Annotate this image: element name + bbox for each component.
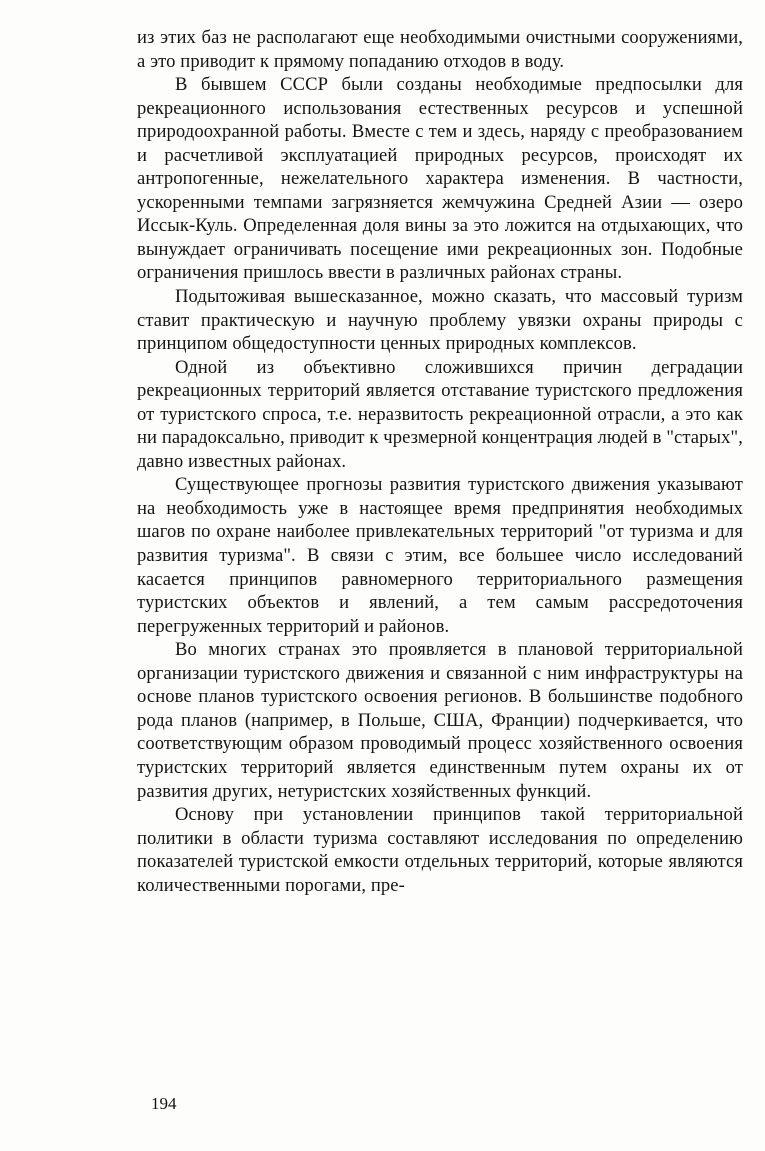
paragraph-7: Основу при установлении принципов такой территориальной политики в области туризма составляют исследования по определению показателей туристской емкости отдельных территорий, которые являются количественными порогами, пре- [137, 804, 743, 896]
page-number: 194 [151, 1094, 177, 1113]
paragraph-4: Одной из объективно сложившихся причин деградации рекреационных территорий является отставание туристского предложения от туристского спроса, т.е. неразвитость рекреационной отрасли, а это как ни парадоксально, приводит к чрезмерной концентрация людей в "старых", давно известных районах. [137, 356, 743, 472]
paragraph-1: из этих баз не располагают еще необходимыми очистными сооружениями, а это приводит к прямому попаданию отходов в воду. [137, 27, 743, 72]
text-block [137, 26, 743, 897]
paragraph-5: Существующее прогнозы развития туристского движения указывают на необходимость уже в настоящее время предпринятия необходимых шагов по охране наиболее привлекательных территорий "от туризма и для развития туризма". В связи с этим, все большее число исследований касается принципов равномерного территориального размещения туристских объектов и явлений, а тем самым рассредоточения перегруженных территорий и районов. [137, 474, 743, 637]
paragraph-2: В бывшем СССР были созданы необходимые предпосылки для рекреационного использования естественных ресурсов и успешной природоохранной работы. Вместе с тем и здесь, наряду с преобразованием и расчетливой эксплуатацией природных ресурсов, происходят их антропогенные, нежелательного характера изменения. В частности, ускоренными темпами загрязняется жемчужина Средней Азии — озеро Иссык-Куль. Определенная доля вины за это ложится на отдыхающих, что вынуждает ограничивать посещение ими рекреационных зон. Подобные ограничения пришлось ввести в различных районах страны. [137, 74, 743, 284]
paragraph-6: Во многих странах это проявляется в плановой территориальной организации туристского движения и связанной с ним инфраструктуры на основе планов туристского освоения регионов. В большинстве подобного рода планов (например, в Польше, США, Франции) подчеркивается, что соответствующим образом проводимый процесс хозяйственного освоения туристских территорий является единственным путем охраны их от развития других, нетуристских хозяйственных функций. [137, 639, 743, 802]
paragraph-3: Подытоживая вышесказанное, можно сказать, что массовый туризм ставит практическую и научную проблему увязки охраны природы с принципом общедоступности ценных природных комплексов. [137, 286, 743, 355]
